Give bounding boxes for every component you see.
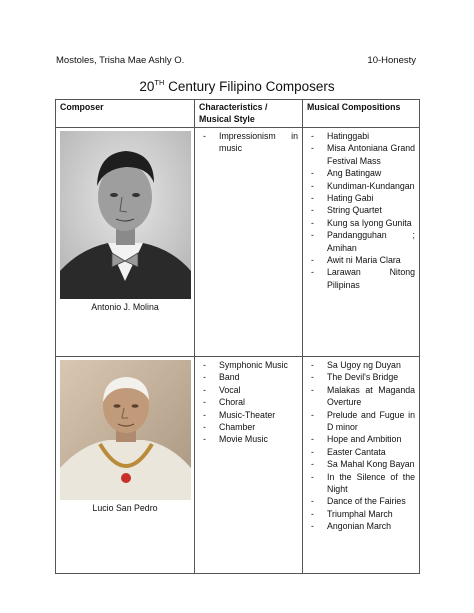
work-item: - Hating Gabi bbox=[311, 192, 415, 204]
composer-cell bbox=[56, 128, 195, 357]
work-item: - Kundiman-Kundangan bbox=[311, 180, 415, 192]
header-style: Characteristics / Musical Style bbox=[195, 100, 303, 128]
work-item: - Dance of the Fairies bbox=[311, 495, 415, 507]
composers-table bbox=[55, 99, 420, 574]
title-number: 20 bbox=[139, 79, 155, 94]
work-item: - Hatinggabi bbox=[311, 130, 415, 142]
work-item: - Angonian March bbox=[311, 520, 415, 532]
molina-portrait-photo bbox=[60, 131, 191, 299]
work-item: - Sa Mahal Kong Bayan bbox=[311, 458, 415, 470]
header-works: Musical Compositions bbox=[303, 100, 420, 128]
style-cell bbox=[195, 128, 303, 357]
work-item: - Malakas at Maganda Overture bbox=[311, 384, 415, 409]
work-item: - The Devil's Bridge bbox=[311, 371, 415, 383]
work-item: - Awit ni Maria Clara bbox=[311, 254, 415, 266]
title-text: Century Filipino Composers bbox=[164, 79, 335, 94]
work-item: - Kung sa Iyong Gunita bbox=[311, 217, 415, 229]
work-item: - Hope and Ambition bbox=[311, 433, 415, 445]
style-item: - Choral bbox=[203, 396, 298, 408]
style-item: - Impressionism in music bbox=[203, 130, 298, 155]
work-item: - String Quartet bbox=[311, 204, 415, 216]
table-header-row bbox=[56, 100, 420, 128]
work-item: - Pandangguhan ; Amihan bbox=[311, 229, 415, 254]
section-label: 10-Honesty bbox=[367, 55, 416, 66]
style-item: - Music-Theater bbox=[203, 409, 298, 421]
table-row bbox=[56, 128, 420, 357]
work-item: - Ang Batingaw bbox=[311, 167, 415, 179]
page-title bbox=[0, 78, 474, 94]
style-cell bbox=[195, 357, 303, 574]
style-item: - Vocal bbox=[203, 384, 298, 396]
title-superscript: TH bbox=[154, 78, 165, 87]
work-item: - Misa Antoniana Grand Festival Mass bbox=[311, 142, 415, 167]
composer-name: Antonio J. Molina bbox=[91, 302, 159, 312]
header-composer: Composer bbox=[56, 100, 195, 128]
style-item: - Symphonic Music bbox=[203, 359, 298, 371]
style-item: - Chamber bbox=[203, 421, 298, 433]
work-item: - Triumphal March bbox=[311, 508, 415, 520]
table-row bbox=[56, 357, 420, 574]
work-item: - Larawan Nitong Pilipinas bbox=[311, 266, 415, 291]
work-item: - Easter Cantata bbox=[311, 446, 415, 458]
works-cell bbox=[303, 357, 420, 574]
work-item: - Prelude and Fugue in D minor bbox=[311, 409, 415, 434]
san-pedro-portrait-photo bbox=[60, 360, 191, 500]
composer-cell bbox=[56, 357, 195, 574]
style-item: - Band bbox=[203, 371, 298, 383]
work-item: - In the Silence of the Night bbox=[311, 471, 415, 496]
style-item: - Movie Music bbox=[203, 433, 298, 445]
student-name: Mostoles, Trisha Mae Ashly O. bbox=[56, 55, 185, 66]
composer-name: Lucio San Pedro bbox=[92, 503, 158, 513]
works-cell bbox=[303, 128, 420, 357]
work-item: - Sa Ugoy ng Duyan bbox=[311, 359, 415, 371]
